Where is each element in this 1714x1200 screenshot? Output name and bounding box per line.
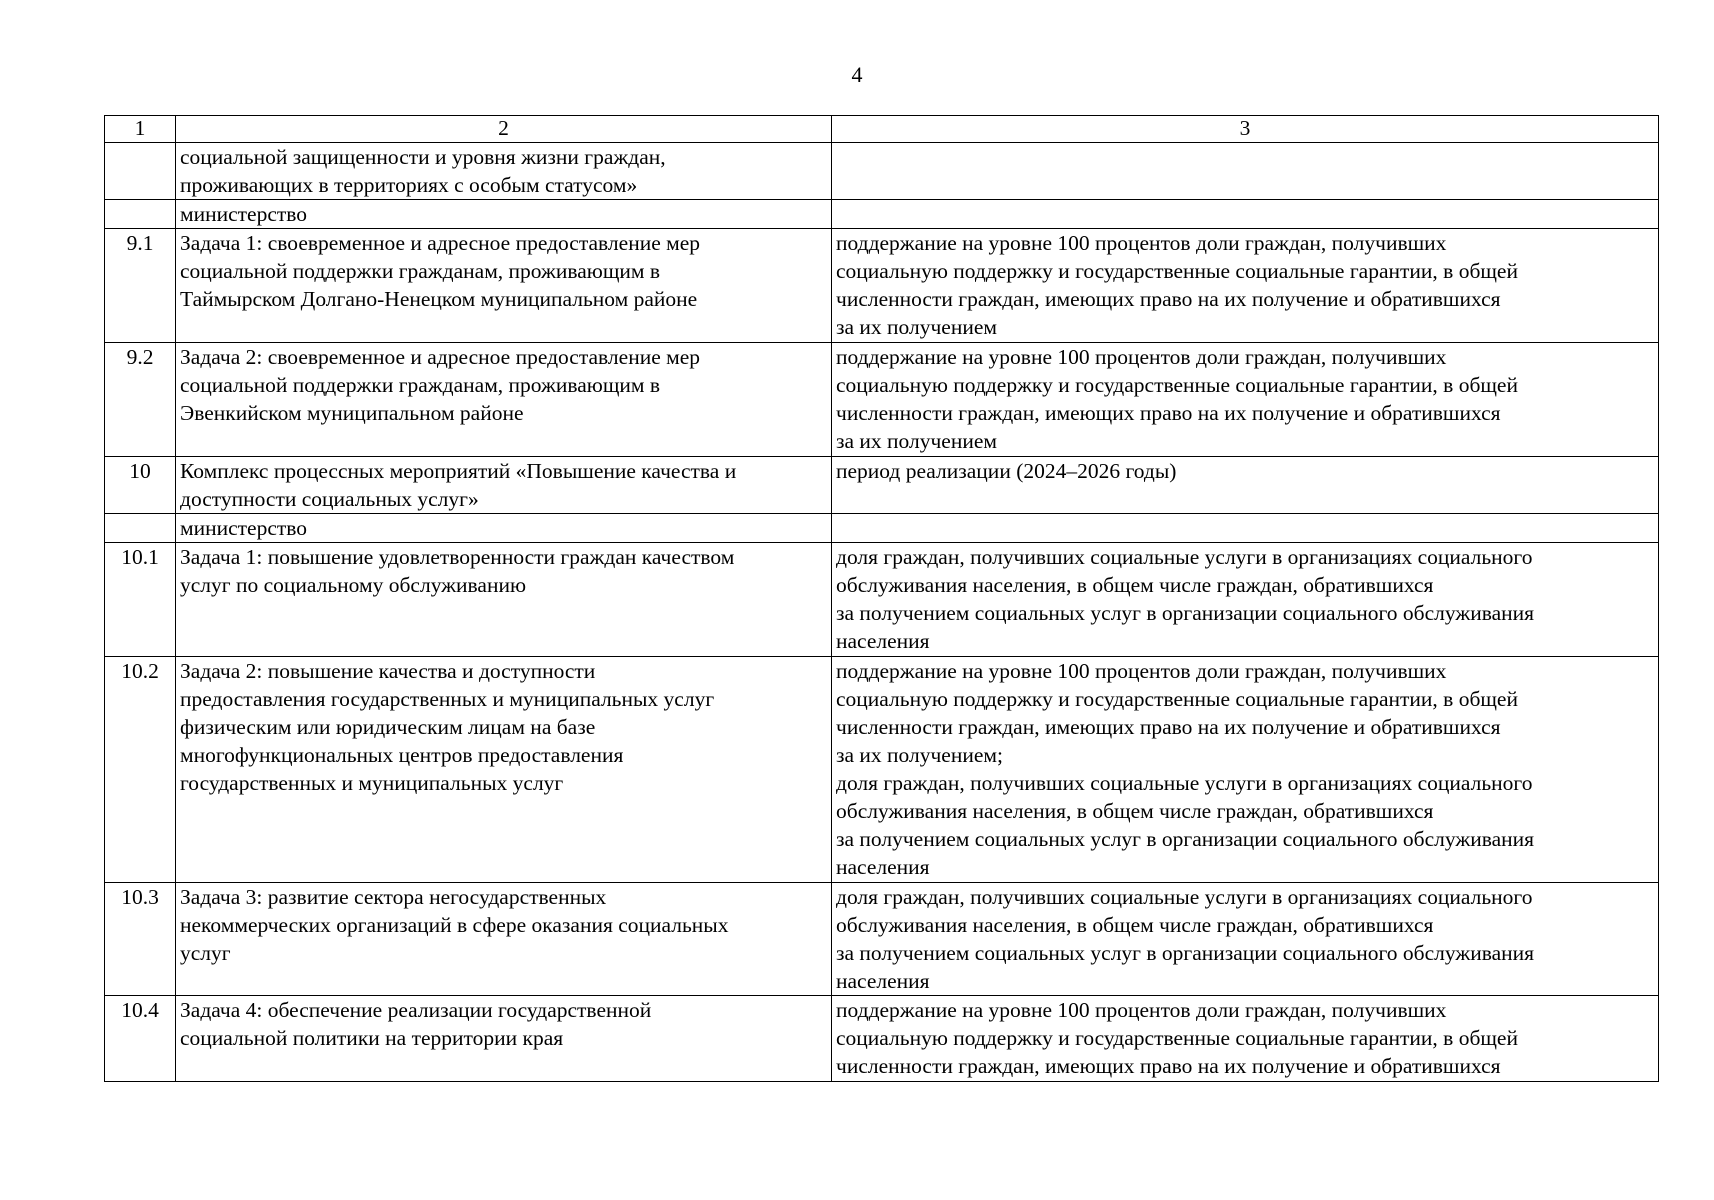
row-number-cell xyxy=(105,143,176,200)
cell-text-line: обслуживания населения, в общем числе граждан, обратившихся xyxy=(836,799,1434,823)
header-cell-2: 2 xyxy=(176,116,832,143)
header-cell-3: 3 xyxy=(832,116,1659,143)
table-body xyxy=(105,116,1659,1082)
document-table xyxy=(104,115,1659,1082)
cell-text-line: численности граждан, имеющих право на их получение и обратившихся xyxy=(836,401,1501,425)
cell-text-line: социальную поддержку и государственные социальные гарантии, в общей xyxy=(836,1026,1518,1050)
indicator-cell xyxy=(832,996,1659,1082)
cell-text-line: поддержание на уровне 100 процентов доли граждан, получивших xyxy=(836,345,1447,369)
task-cell xyxy=(176,883,832,996)
cell-text-line: населения xyxy=(836,969,930,993)
indicator-cell xyxy=(832,543,1659,657)
cell-text-line: министерство xyxy=(180,516,308,540)
cell-text-line: населения xyxy=(836,855,930,879)
cell-text-line: за их получением xyxy=(836,429,998,453)
task-cell xyxy=(176,657,832,883)
page-number: 4 xyxy=(851,62,863,87)
indicator-cell xyxy=(832,229,1659,343)
cell-text-line: за их получением xyxy=(836,315,998,339)
cell-text-line: социальной поддержки гражданам, проживающим в xyxy=(180,373,661,397)
indicator-cell xyxy=(832,343,1659,457)
table-row xyxy=(105,143,1659,200)
cell-text-line: Задача 1: своевременное и адресное предоставление мер xyxy=(180,231,701,255)
task-cell xyxy=(176,457,832,514)
cell-text-line: численности граждан, имеющих право на их получение и обратившихся xyxy=(836,1054,1501,1078)
cell-text-line: период реализации (2024–2026 годы) xyxy=(836,459,1177,483)
row-number-cell xyxy=(105,200,176,229)
table-header-row xyxy=(105,116,1659,143)
task-cell xyxy=(176,143,832,200)
cell-text-line: услуг xyxy=(180,941,231,965)
cell-text-line: численности граждан, имеющих право на их получение и обратившихся xyxy=(836,287,1501,311)
cell-text-line: поддержание на уровне 100 процентов доли граждан, получивших xyxy=(836,659,1447,683)
cell-text-line: доля граждан, получивших социальные услуги в организациях социального xyxy=(836,885,1533,909)
cell-text-line: доля граждан, получивших социальные услуги в организациях социального xyxy=(836,545,1533,569)
table-row xyxy=(105,200,1659,229)
row-number-cell: 10.3 xyxy=(105,883,176,996)
cell-text-line: доля граждан, получивших социальные услуги в организациях социального xyxy=(836,771,1533,795)
row-number-cell: 10.1 xyxy=(105,543,176,657)
cell-text-line: за получением социальных услуг в организации социального обслуживания xyxy=(836,827,1535,851)
cell-text-line: обслуживания населения, в общем числе граждан, обратившихся xyxy=(836,913,1434,937)
cell-text-line: Задача 3: развитие сектора негосударственных xyxy=(180,885,607,909)
task-cell xyxy=(176,343,832,457)
table-row xyxy=(105,996,1659,1082)
cell-text-line: поддержание на уровне 100 процентов доли граждан, получивших xyxy=(836,231,1447,255)
task-cell xyxy=(176,996,832,1082)
row-number-cell: 10.4 xyxy=(105,996,176,1082)
cell-text-line: физическим или юридическим лицам на базе xyxy=(180,715,596,739)
cell-text-line: за получением социальных услуг в организации социального обслуживания xyxy=(836,601,1535,625)
cell-text-line: Комплекс процессных мероприятий «Повышение качества и xyxy=(180,459,737,483)
header-cell-1: 1 xyxy=(105,116,176,143)
cell-text-line: проживающих в территориях с особым статусом» xyxy=(180,173,638,197)
cell-text-line: услуг по социальному обслуживанию xyxy=(180,573,527,597)
row-number-cell: 9.1 xyxy=(105,229,176,343)
cell-text-line: социальную поддержку и государственные социальные гарантии, в общей xyxy=(836,373,1518,397)
row-number-cell xyxy=(105,514,176,543)
cell-text-line: предоставления государственных и муниципальных услуг xyxy=(180,687,715,711)
table-row xyxy=(105,543,1659,657)
indicator-cell xyxy=(832,883,1659,996)
row-number-cell: 10 xyxy=(105,457,176,514)
table-row xyxy=(105,457,1659,514)
cell-text-line: социальной поддержки гражданам, проживающим в xyxy=(180,259,661,283)
cell-text-line: некоммерческих организаций в сфере оказания социальных xyxy=(180,913,729,937)
task-cell xyxy=(176,514,832,543)
indicator-cell xyxy=(832,514,1659,543)
cell-text-line: численности граждан, имеющих право на их получение и обратившихся xyxy=(836,715,1501,739)
cell-text-line: Задача 1: повышение удовлетворенности граждан качеством xyxy=(180,545,735,569)
cell-text-line: государственных и муниципальных услуг xyxy=(180,771,564,795)
indicator-cell xyxy=(832,657,1659,883)
cell-text-line: министерство xyxy=(180,202,308,226)
cell-text-line: населения xyxy=(836,629,930,653)
cell-text-line: Эвенкийском муниципальном районе xyxy=(180,401,524,425)
indicator-cell xyxy=(832,457,1659,514)
cell-text-line: Задача 2: повышение качества и доступности xyxy=(180,659,596,683)
cell-text-line: социальную поддержку и государственные социальные гарантии, в общей xyxy=(836,687,1518,711)
task-cell xyxy=(176,543,832,657)
cell-text-line: за получением социальных услуг в организации социального обслуживания xyxy=(836,941,1535,965)
table-row xyxy=(105,657,1659,883)
row-number-cell: 9.2 xyxy=(105,343,176,457)
indicator-cell xyxy=(832,143,1659,200)
cell-text-line: обслуживания населения, в общем числе граждан, обратившихся xyxy=(836,573,1434,597)
cell-text-line: социальной защищенности и уровня жизни граждан, xyxy=(180,145,666,169)
cell-text-line: Задача 4: обеспечение реализации государственной xyxy=(180,998,652,1022)
cell-text-line: доступности социальных услуг» xyxy=(180,487,479,511)
table-row xyxy=(105,514,1659,543)
table-row xyxy=(105,343,1659,457)
cell-text-line: многофункциональных центров предоставления xyxy=(180,743,624,767)
table-row xyxy=(105,229,1659,343)
task-cell xyxy=(176,229,832,343)
cell-text-line: поддержание на уровне 100 процентов доли граждан, получивших xyxy=(836,998,1447,1022)
task-cell xyxy=(176,200,832,229)
cell-text-line: социальную поддержку и государственные социальные гарантии, в общей xyxy=(836,259,1518,283)
cell-text-line: Задача 2: своевременное и адресное предоставление мер xyxy=(180,345,701,369)
table-row xyxy=(105,883,1659,996)
cell-text-line: социальной политики на территории края xyxy=(180,1026,564,1050)
indicator-cell xyxy=(832,200,1659,229)
row-number-cell: 10.2 xyxy=(105,657,176,883)
cell-text-line: за их получением; xyxy=(836,743,1003,767)
cell-text-line: Таймырском Долгано-Ненецком муниципальном районе xyxy=(180,287,698,311)
